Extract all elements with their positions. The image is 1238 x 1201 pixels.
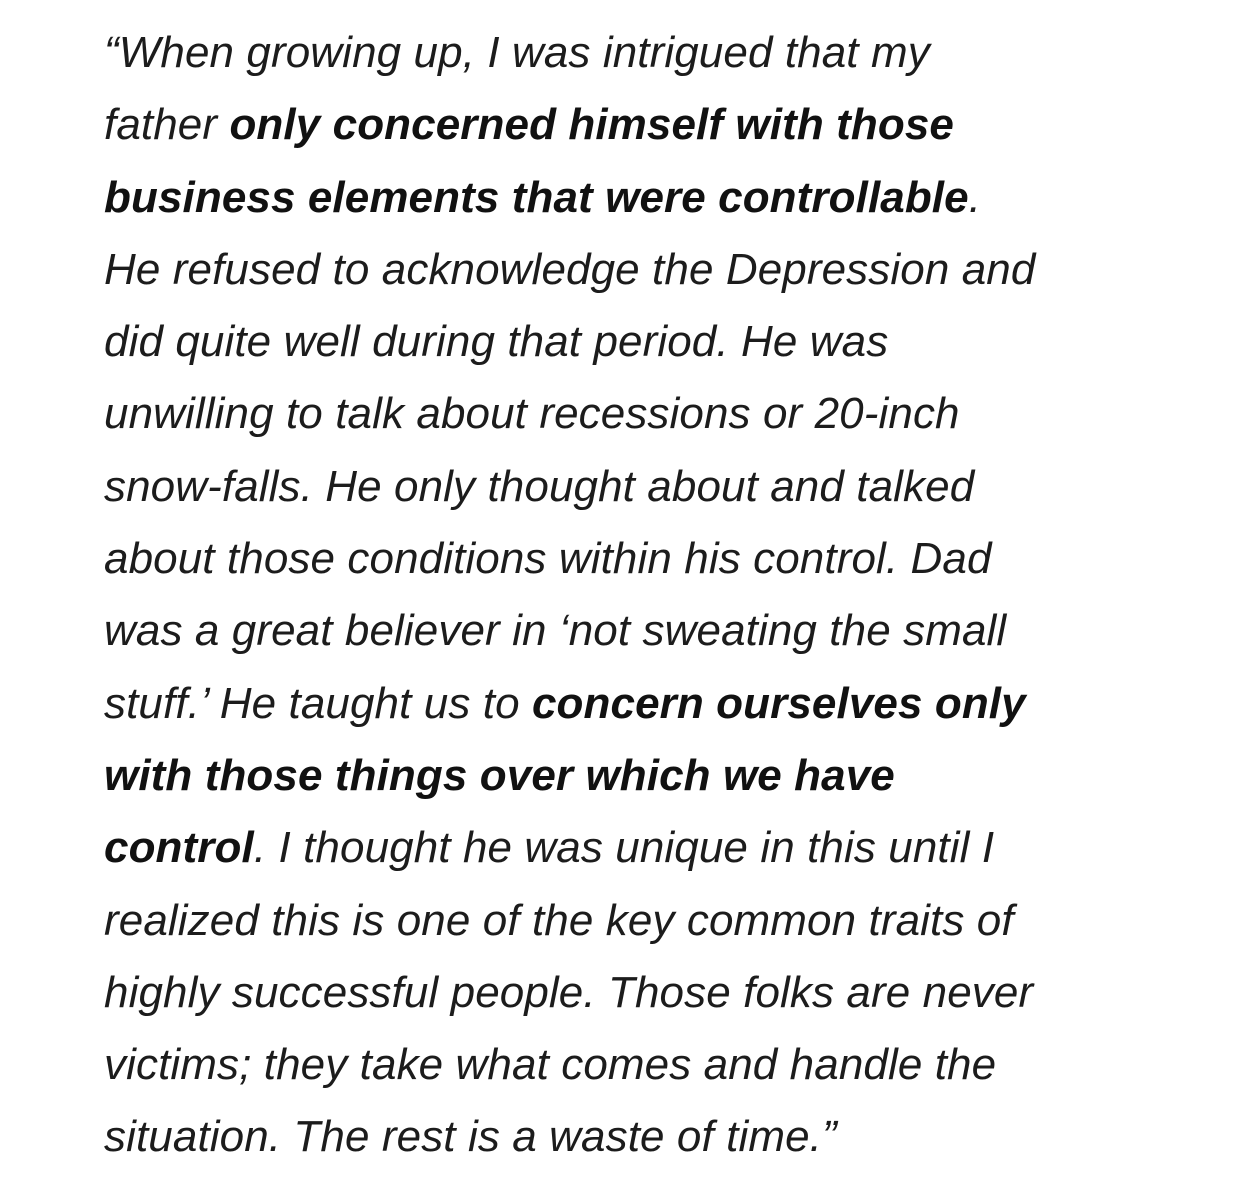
quote-line [104,234,1204,306]
quote-text: He refused to acknowledge the Depression and [104,244,1036,294]
quote-text: about those conditions within his control. Dad [104,534,992,584]
quote-line [104,812,1204,884]
quote-line [104,885,1204,957]
quote-text: highly successful people. Those folks are never [104,967,1034,1017]
quote-text: father [104,100,230,150]
quote-line [104,17,1204,89]
quote-emphasis: concern ourselves only [531,678,1026,728]
quote-text: victims; they take what comes and handle the [104,1040,997,1090]
quote-line [104,306,1204,378]
quote-emphasis: business elements that were controllable [104,172,969,222]
quote-line [104,89,1204,161]
quote-line [104,378,1204,450]
quote-block [104,17,1204,1174]
quote-line [104,957,1204,1029]
quote-text: stuff.’ He taught us to [104,678,532,728]
quote-line [104,668,1204,740]
quote-text: realized this is one of the key common traits of [104,895,1014,945]
quote-emphasis: only concerned himself with those [229,100,954,150]
quote-line [104,1029,1204,1101]
quote-line [104,451,1204,523]
quote-text: unwilling to talk about recessions or 20-inch [104,389,960,439]
quote-text: situation. The rest is a waste of time.” [104,1112,837,1162]
quote-text: “When growing up, I was intrigued that my [104,28,930,77]
quote-text: . I thought he was unique in this until I [253,823,995,873]
quote-text: was a great believer in ‘not sweating the small [104,606,1007,656]
quote-line [104,1101,1204,1173]
quote-line [104,595,1204,667]
quote-line [104,740,1204,812]
quote-emphasis: with those things over which we have [104,750,895,800]
quote-text: snow-falls. He only thought about and talked [104,461,975,511]
quote-line [104,162,1204,234]
quote-line [104,523,1204,595]
quote-emphasis: control [104,823,254,873]
quote-text: . [968,172,982,222]
quote-text: did quite well during that period. He was [104,317,889,367]
